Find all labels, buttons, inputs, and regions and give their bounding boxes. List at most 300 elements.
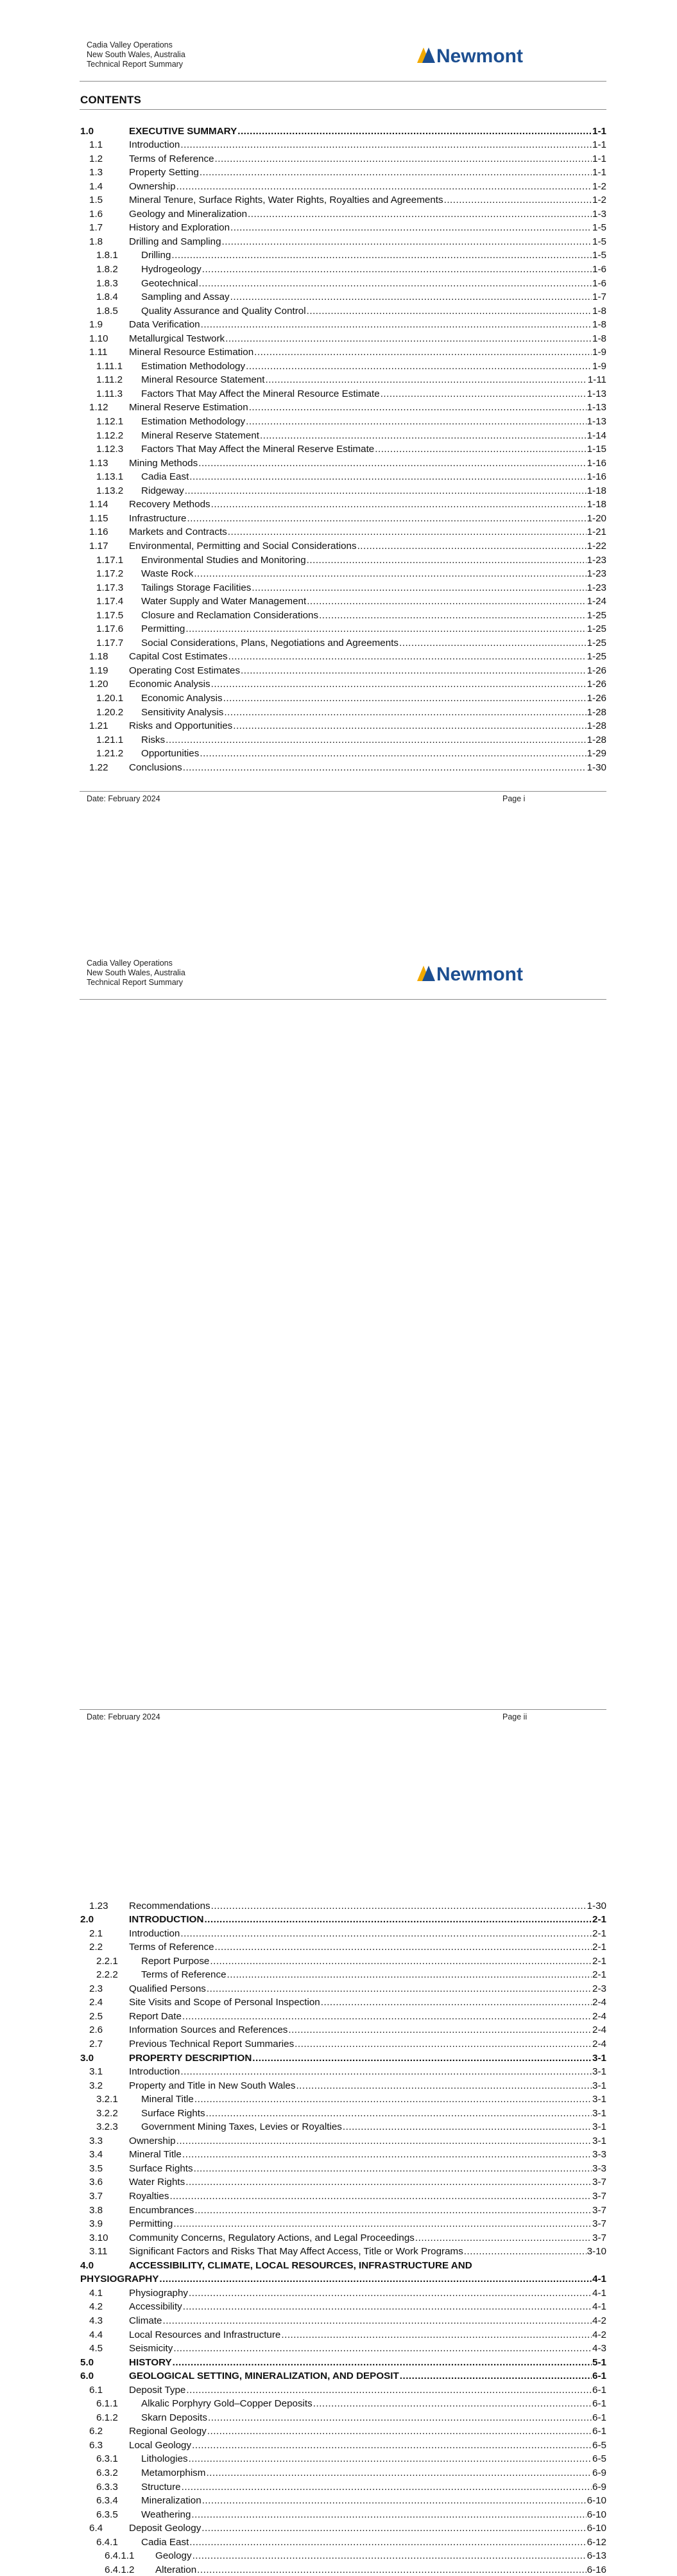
toc-entry-title: Site Visits and Scope of Personal Inspection bbox=[129, 1997, 320, 2008]
toc-entry[interactable] bbox=[80, 400, 606, 414]
toc-entry[interactable] bbox=[80, 2244, 606, 2258]
toc-entry[interactable] bbox=[80, 2161, 606, 2175]
toc-entry-title: Mineralization bbox=[141, 2495, 201, 2507]
toc-entry[interactable] bbox=[80, 2105, 606, 2119]
toc-entry-number: 6.3.2 bbox=[96, 2467, 118, 2478]
toc-entry-number: 2.5 bbox=[89, 2010, 103, 2022]
toc-entry-number: 1.7 bbox=[89, 222, 103, 234]
toc-entry-title: Quality Assurance and Quality Control bbox=[141, 305, 306, 317]
toc-entry[interactable] bbox=[80, 2078, 606, 2092]
toc-entry-page: 1-5 bbox=[592, 250, 606, 261]
toc-entry-number: 6.4 bbox=[89, 2523, 103, 2534]
toc-entry-page: 3-1 bbox=[592, 2094, 606, 2105]
toc-entry-title: Tailings Storage Facilities bbox=[141, 582, 252, 593]
toc-entry[interactable] bbox=[80, 622, 606, 636]
toc-entry[interactable] bbox=[80, 275, 606, 290]
toc-entry[interactable] bbox=[80, 2119, 606, 2134]
toc-entry[interactable] bbox=[80, 718, 606, 733]
toc-leader-dots bbox=[224, 707, 586, 718]
toc-entry[interactable] bbox=[80, 2465, 606, 2479]
toc-entry[interactable] bbox=[80, 2147, 606, 2161]
toc-entry-page: 1-16 bbox=[587, 471, 606, 483]
toc-entry[interactable] bbox=[80, 594, 606, 608]
toc-leader-dots bbox=[444, 195, 592, 206]
toc-entry-number: 1.17 bbox=[89, 540, 108, 552]
toc-entry[interactable] bbox=[80, 580, 606, 594]
toc-entry-title: Economic Analysis bbox=[129, 679, 210, 690]
toc-entry-page: 1-6 bbox=[592, 277, 606, 289]
toc-entry-title: Previous Technical Report Summaries bbox=[129, 2039, 295, 2050]
toc-entry-page: 1-21 bbox=[587, 527, 606, 538]
page-header bbox=[87, 40, 185, 69]
toc-entry-page: 6-1 bbox=[592, 2398, 606, 2410]
toc-entry[interactable] bbox=[80, 2036, 606, 2050]
toc-leader-dots bbox=[230, 292, 592, 303]
footer-page-number: Page ii bbox=[502, 1712, 527, 1721]
toc-entry-title: Community Concerns, Regulatory Actions, and Legal Proceedings bbox=[129, 2232, 415, 2243]
toc-entry[interactable] bbox=[80, 538, 606, 552]
toc-entry-page: 1-13 bbox=[587, 416, 606, 428]
toc-entry[interactable] bbox=[80, 483, 606, 497]
toc-entry[interactable] bbox=[80, 2023, 606, 2037]
toc-leader-dots bbox=[228, 651, 587, 663]
toc-entry-page: 1-23 bbox=[587, 582, 606, 593]
toc-leader-dots bbox=[254, 347, 592, 358]
toc-leader-dots bbox=[307, 306, 592, 317]
toc-entry-number: 1.13.2 bbox=[96, 485, 124, 496]
toc-leader-dots bbox=[321, 1997, 592, 2008]
toc-entry-number: 1.12 bbox=[89, 402, 108, 413]
toc-leader-dots bbox=[200, 167, 592, 178]
toc-entry-number: 1.0 bbox=[80, 125, 94, 137]
toc-entry-title: Encumbrances bbox=[129, 2204, 194, 2216]
toc-entry-number: 3.10 bbox=[89, 2232, 108, 2243]
toc-leader-dots bbox=[194, 2163, 592, 2175]
toc-entry[interactable] bbox=[80, 261, 606, 275]
toc-leader-dots bbox=[194, 2205, 592, 2216]
toc-entry[interactable] bbox=[80, 372, 606, 387]
toc-entry-title: Deposit Geology bbox=[129, 2523, 201, 2534]
toc-entry-page: 3-1 bbox=[592, 2066, 606, 2078]
toc-entry[interactable] bbox=[80, 2175, 606, 2189]
toc-leader-dots bbox=[207, 2426, 592, 2437]
toc-entry-number: 1.13 bbox=[89, 457, 108, 469]
toc-entry-page: 4-2 bbox=[592, 2329, 606, 2340]
toc-entry-page: 1-9 bbox=[592, 360, 606, 372]
toc-entry-page: 1-5 bbox=[592, 236, 606, 247]
toc-entry[interactable] bbox=[80, 345, 606, 359]
toc-entry-page: 4-1 bbox=[592, 2274, 606, 2285]
toc-entry-number: 3.4 bbox=[89, 2149, 103, 2161]
toc-entry[interactable] bbox=[80, 1926, 606, 1940]
toc-entry[interactable] bbox=[80, 358, 606, 372]
toc-entry-title: Ownership bbox=[129, 180, 176, 192]
toc-entry-title: Sensitivity Analysis bbox=[141, 706, 224, 718]
toc-leader-dots bbox=[185, 485, 587, 497]
toc-leader-dots bbox=[400, 2371, 592, 2382]
toc-leader-dots bbox=[176, 2136, 592, 2147]
toc-entry[interactable] bbox=[80, 760, 606, 774]
document-page-1 bbox=[0, 0, 677, 873]
toc-entry[interactable] bbox=[80, 2562, 606, 2576]
toc-entry-page: 5-1 bbox=[592, 2356, 606, 2368]
toc-entry-title: Seismicity bbox=[129, 2343, 173, 2354]
toc-entry-number: 3.2.1 bbox=[96, 2094, 118, 2105]
toc-leader-dots bbox=[180, 139, 592, 151]
toc-leader-dots bbox=[166, 735, 586, 746]
toc-entry-title: Report Date bbox=[129, 2010, 182, 2022]
toc-entry[interactable] bbox=[80, 2230, 606, 2244]
toc-entry-number: 1.11.1 bbox=[96, 360, 123, 372]
toc-entry-page: 6-1 bbox=[592, 2426, 606, 2437]
toc-leader-dots bbox=[194, 568, 586, 580]
page-header bbox=[87, 959, 185, 988]
toc-entry[interactable] bbox=[80, 2341, 606, 2355]
toc-entry-page: 1-7 bbox=[592, 292, 606, 303]
toc-entry[interactable] bbox=[80, 663, 606, 677]
toc-entry[interactable] bbox=[80, 248, 606, 262]
toc-leader-dots bbox=[241, 665, 587, 677]
toc-leader-dots bbox=[189, 2453, 592, 2465]
toc-entry-page: 2-1 bbox=[592, 1955, 606, 1967]
toc-entry[interactable] bbox=[80, 1912, 606, 1926]
toc-entry[interactable] bbox=[80, 290, 606, 304]
toc-leader-dots bbox=[233, 720, 586, 732]
toc-entry-title: Mineral Reserve Estimation bbox=[129, 402, 248, 413]
toc-entry-title: Permitting bbox=[129, 2218, 173, 2230]
toc-entry-title: Deposit Type bbox=[129, 2384, 186, 2396]
toc-leader-dots bbox=[180, 1928, 592, 1940]
toc-entry[interactable] bbox=[80, 677, 606, 691]
toc-entry-title: Factors That May Affect the Mineral Resource Estimate bbox=[141, 388, 380, 399]
footer-date: Date: February 2024 bbox=[87, 1712, 160, 1721]
toc-entry[interactable] bbox=[80, 123, 606, 137]
toc-leader-dots bbox=[200, 748, 586, 760]
toc-entry-title: Mineral Title bbox=[141, 2094, 194, 2105]
toc-entry-page: 1-25 bbox=[587, 637, 606, 648]
toc-entry[interactable] bbox=[80, 2521, 606, 2535]
toc-entry-title: Mineral Resource Statement bbox=[141, 374, 265, 386]
toc-entry-page: 1-25 bbox=[587, 609, 606, 621]
toc-entry-title: Government Mining Taxes, Levies or Royalties bbox=[141, 2121, 342, 2133]
toc-entry[interactable] bbox=[80, 510, 606, 525]
toc-entry[interactable] bbox=[80, 442, 606, 456]
toc-entry-number: 6.4.1 bbox=[96, 2536, 118, 2548]
toc-entry-title: Opportunities bbox=[141, 748, 200, 760]
toc-entry[interactable] bbox=[80, 2050, 606, 2064]
toc-leader-dots bbox=[296, 2080, 592, 2092]
toc-entry-title: History and Exploration bbox=[129, 222, 230, 234]
toc-entry[interactable] bbox=[80, 234, 606, 248]
header-rule bbox=[80, 81, 606, 82]
toc-entry-page: 6-12 bbox=[587, 2536, 606, 2548]
toc-entry[interactable] bbox=[80, 2285, 606, 2299]
toc-leader-dots bbox=[211, 499, 587, 510]
toc-entry-title: Capital Cost Estimates bbox=[129, 651, 228, 663]
toc-entry-title: Property Setting bbox=[129, 167, 199, 178]
toc-entry-number: 1.11 bbox=[89, 347, 108, 358]
toc-entry-number: 1.8.2 bbox=[96, 264, 118, 275]
toc-entry-title: Water Supply and Water Management bbox=[141, 596, 307, 607]
toc-entry-number: 1.2 bbox=[89, 153, 103, 164]
toc-entry-title: Mineral Resource Estimation bbox=[129, 347, 254, 358]
toc-entry-title: Economic Analysis bbox=[141, 692, 223, 704]
toc-entry-number: 4.3 bbox=[89, 2315, 103, 2326]
toc-leader-dots bbox=[187, 513, 586, 525]
toc-leader-dots bbox=[180, 2066, 592, 2078]
toc-leader-dots bbox=[223, 693, 587, 704]
toc-entry[interactable] bbox=[80, 1995, 606, 2009]
toc-entry-title: Risks bbox=[141, 734, 166, 745]
toc-entry-title: PROPERTY DESCRIPTION bbox=[129, 2052, 252, 2064]
toc-entry-title: Royalties bbox=[129, 2191, 169, 2202]
toc-entry-page: 3-7 bbox=[592, 2218, 606, 2230]
toc-entry-title: Closure and Reclamation Considerations bbox=[141, 609, 319, 621]
toc-leader-dots bbox=[288, 2024, 592, 2036]
toc-leader-dots bbox=[211, 679, 587, 690]
toc-entry[interactable] bbox=[80, 2369, 606, 2383]
toc-leader-dots bbox=[230, 222, 592, 234]
toc-entry-number: 1.16 bbox=[89, 527, 108, 538]
toc-entry-page: 1-28 bbox=[587, 734, 606, 745]
toc-entry-page: 6-1 bbox=[592, 2384, 606, 2396]
toc-entry[interactable] bbox=[80, 2424, 606, 2438]
toc-entry[interactable] bbox=[80, 2216, 606, 2231]
toc-entry[interactable] bbox=[80, 2507, 606, 2521]
toc-entry-title: Drilling bbox=[141, 250, 171, 261]
toc-entry-page: 1-3 bbox=[592, 208, 606, 220]
toc-entry[interactable] bbox=[80, 331, 606, 345]
toc-entry[interactable] bbox=[80, 2437, 606, 2451]
toc-entry-title: GEOLOGICAL SETTING, MINERALIZATION, AND DEPOSIT bbox=[129, 2371, 399, 2382]
toc-entry[interactable] bbox=[80, 165, 606, 179]
toc-leader-dots bbox=[189, 2537, 586, 2548]
toc-entry-title: Cadia East bbox=[141, 2536, 189, 2548]
toc-leader-dots bbox=[246, 416, 587, 428]
toc-entry[interactable] bbox=[80, 2133, 606, 2147]
toc-entry-page: 1-28 bbox=[587, 706, 606, 718]
toc-entry-number: 1.10 bbox=[89, 333, 108, 344]
toc-entry[interactable] bbox=[80, 178, 606, 193]
toc-entry-title: Structure bbox=[141, 2481, 181, 2493]
toc-entry[interactable] bbox=[80, 2299, 606, 2313]
toc-entry-number: 3.11 bbox=[89, 2246, 108, 2258]
toc-entry[interactable] bbox=[80, 607, 606, 622]
toc-entry-page: 2-4 bbox=[592, 2010, 606, 2022]
toc-entry-page: 3-1 bbox=[592, 2107, 606, 2119]
toc-leader-dots bbox=[183, 762, 587, 774]
toc-entry-title: Information Sources and References bbox=[129, 2024, 288, 2036]
toc-entry[interactable] bbox=[80, 151, 606, 165]
toc-entry[interactable] bbox=[80, 2327, 606, 2341]
toc-entry-number: 1.8.3 bbox=[96, 277, 118, 289]
toc-entry-page: 1-1 bbox=[592, 153, 606, 164]
toc-entry[interactable] bbox=[80, 1981, 606, 1995]
toc-entry-title: Qualified Persons bbox=[129, 1983, 206, 1994]
toc-entry[interactable] bbox=[80, 2354, 606, 2369]
toc-entry-title: Waste Rock bbox=[141, 568, 194, 580]
toc-leader-dots bbox=[192, 2440, 592, 2451]
toc-leader-dots bbox=[375, 444, 586, 455]
toc-entry[interactable] bbox=[80, 206, 606, 220]
toc-entry[interactable] bbox=[80, 2451, 606, 2466]
header-location: New South Wales, Australia bbox=[87, 968, 185, 977]
toc-entry-page: 6-1 bbox=[592, 2412, 606, 2423]
toc-entry[interactable] bbox=[80, 2064, 606, 2078]
toc-entry[interactable] bbox=[80, 193, 606, 207]
toc-entry-number: 1.4 bbox=[89, 180, 103, 192]
toc-leader-dots bbox=[169, 2191, 592, 2202]
toc-entry[interactable] bbox=[80, 566, 606, 580]
toc-entry-number: 1.12.1 bbox=[96, 416, 124, 428]
toc-entry-page: 4-2 bbox=[592, 2315, 606, 2326]
toc-entry[interactable] bbox=[80, 525, 606, 539]
toc-entry-page: 3-1 bbox=[592, 2135, 606, 2146]
toc-entry-page: 6-13 bbox=[587, 2550, 606, 2562]
toc-entry-title: Conclusions bbox=[129, 761, 182, 773]
toc-entry[interactable] bbox=[80, 732, 606, 746]
toc-entry-number: 3.1 bbox=[89, 2066, 103, 2078]
toc-entry-title: Markets and Contracts bbox=[129, 527, 227, 538]
toc-entry-title: Recovery Methods bbox=[129, 499, 210, 510]
toc-entry-title: Alkalic Porphyry Gold–Copper Deposits bbox=[141, 2398, 313, 2410]
toc-entry-number: 4.5 bbox=[89, 2343, 103, 2354]
toc-entry[interactable] bbox=[80, 2188, 606, 2202]
toc-entry-number: 1.17.1 bbox=[96, 554, 124, 566]
toc-entry[interactable] bbox=[80, 2202, 606, 2216]
toc-entry-number: 2.0 bbox=[80, 1914, 94, 1926]
toc-leader-dots bbox=[202, 264, 592, 275]
toc-entry-page: 1-24 bbox=[587, 596, 606, 607]
toc-entry-page: 2-4 bbox=[592, 2039, 606, 2050]
toc-entry-number: 6.4.1.2 bbox=[105, 2564, 135, 2575]
toc-leader-dots bbox=[313, 2398, 592, 2410]
toc-entry-title: Mineral Title bbox=[129, 2149, 182, 2161]
toc-entry-page: 2-3 bbox=[592, 1983, 606, 1994]
toc-entry-number: 1.14 bbox=[89, 499, 108, 510]
toc-entry[interactable] bbox=[80, 690, 606, 704]
toc-entry[interactable] bbox=[80, 1967, 606, 1981]
toc-entry[interactable] bbox=[80, 552, 606, 566]
toc-entry-number: 1.12.2 bbox=[96, 430, 124, 441]
toc-entry-title: Estimation Methodology bbox=[141, 416, 246, 428]
toc-entry[interactable] bbox=[80, 455, 606, 469]
toc-entry[interactable] bbox=[80, 497, 606, 511]
toc-entry[interactable] bbox=[80, 649, 606, 663]
toc-leader-dots bbox=[204, 1914, 592, 1926]
toc-entry[interactable] bbox=[80, 2313, 606, 2327]
toc-entry[interactable] bbox=[80, 469, 606, 483]
toc-entry-page: 1-22 bbox=[587, 540, 606, 552]
toc-entry[interactable] bbox=[80, 2479, 606, 2493]
toc-leader-dots bbox=[225, 333, 592, 345]
toc-leader-dots bbox=[357, 541, 587, 552]
toc-leader-dots bbox=[207, 1983, 592, 1995]
toc-entry-number: 6.3.1 bbox=[96, 2453, 118, 2465]
toc-entry[interactable] bbox=[80, 2493, 606, 2507]
toc-entry[interactable] bbox=[80, 428, 606, 442]
toc-entry-page: 2-4 bbox=[592, 2024, 606, 2036]
toc-entry-page: 2-4 bbox=[592, 1997, 606, 2008]
toc-leader-dots bbox=[199, 278, 592, 290]
toc-entry[interactable] bbox=[80, 386, 606, 400]
toc-entry[interactable] bbox=[80, 2410, 606, 2424]
toc-entry-number: 6.1.1 bbox=[96, 2398, 118, 2410]
toc-entry-title: EXECUTIVE SUMMARY bbox=[129, 125, 237, 137]
toc-entry[interactable] bbox=[80, 220, 606, 234]
toc-entry[interactable] bbox=[80, 2258, 606, 2285]
toc-entry-page: 6-16 bbox=[587, 2564, 606, 2575]
toc-entry[interactable] bbox=[80, 2534, 606, 2548]
toc-leader-dots bbox=[208, 2412, 592, 2424]
toc-entry-number: 2.2.2 bbox=[96, 1969, 118, 1981]
toc-entry[interactable] bbox=[80, 2548, 606, 2563]
toc-entry[interactable] bbox=[80, 2008, 606, 2023]
toc-entry-page: 1-8 bbox=[592, 319, 606, 331]
toc-entry-title: Environmental, Permitting and Social Considerations bbox=[129, 540, 357, 552]
toc-entry-number: 1.21.2 bbox=[96, 748, 124, 760]
toc-entry-number: 6.2 bbox=[89, 2426, 103, 2437]
toc-entry-title-continued: PHYSIOGRAPHY bbox=[80, 2274, 159, 2285]
footer-date: Date: February 2024 bbox=[87, 794, 160, 803]
toc-entry-page: 3-7 bbox=[592, 2232, 606, 2243]
toc-entry[interactable] bbox=[80, 2382, 606, 2396]
toc-leader-dots bbox=[173, 2218, 592, 2230]
toc-entry-page: 3-7 bbox=[592, 2204, 606, 2216]
toc-entry[interactable] bbox=[80, 746, 606, 760]
toc-entry-title: Data Verification bbox=[129, 319, 200, 331]
toc-entry[interactable] bbox=[80, 1898, 606, 1912]
toc-entry-number: 4.4 bbox=[89, 2329, 103, 2340]
toc-entry-page: 1-18 bbox=[587, 485, 606, 496]
toc-leader-dots bbox=[201, 2523, 586, 2534]
toc-entry-number: 1.8.4 bbox=[96, 292, 118, 303]
toc-entry-number: 1.20 bbox=[89, 679, 108, 690]
toc-entry-number: 4.0 bbox=[80, 2259, 94, 2271]
toc-entry[interactable] bbox=[80, 413, 606, 428]
toc-entry-number: 1.12.3 bbox=[96, 444, 124, 455]
toc-entry[interactable] bbox=[80, 1940, 606, 1954]
toc-entry-page: 1-13 bbox=[587, 388, 606, 399]
toc-entry-line bbox=[80, 2258, 606, 2272]
toc-entry-number: 6.0 bbox=[80, 2371, 94, 2382]
toc-entry-title: Mineral Tenure, Surface Rights, Water Rights, Royalties and Agreements bbox=[129, 195, 443, 206]
toc-leader-dots bbox=[260, 430, 587, 442]
toc-entry[interactable] bbox=[80, 704, 606, 718]
toc-entry[interactable] bbox=[80, 2092, 606, 2106]
toc-entry-page: 1-30 bbox=[587, 761, 606, 773]
toc-leader-dots bbox=[307, 555, 587, 566]
toc-entry-page: 6-9 bbox=[592, 2467, 606, 2478]
toc-entry-number: 3.6 bbox=[89, 2177, 103, 2188]
toc-entry[interactable] bbox=[80, 2396, 606, 2410]
toc-entry-page: 6-10 bbox=[587, 2523, 606, 2534]
toc-entry-title: Terms of Reference bbox=[129, 153, 214, 164]
toc-entry[interactable] bbox=[80, 317, 606, 331]
toc-leader-dots bbox=[307, 596, 586, 607]
toc-entry-number: 1.20.1 bbox=[96, 692, 124, 704]
toc-entry[interactable] bbox=[80, 635, 606, 649]
toc-entry-title: Ownership bbox=[129, 2135, 176, 2146]
toc-entry-page: 6-10 bbox=[587, 2495, 606, 2507]
toc-entry[interactable] bbox=[80, 303, 606, 317]
toc-entry-title: Factors That May Affect the Mineral Reserve Estimate bbox=[141, 444, 375, 455]
toc-entry[interactable] bbox=[80, 137, 606, 152]
toc-entry-page: 1-23 bbox=[587, 568, 606, 580]
toc-entry-number: 1.9 bbox=[89, 319, 103, 331]
toc-entry-title: Lithologies bbox=[141, 2453, 188, 2465]
toc-entry[interactable] bbox=[80, 1953, 606, 1967]
